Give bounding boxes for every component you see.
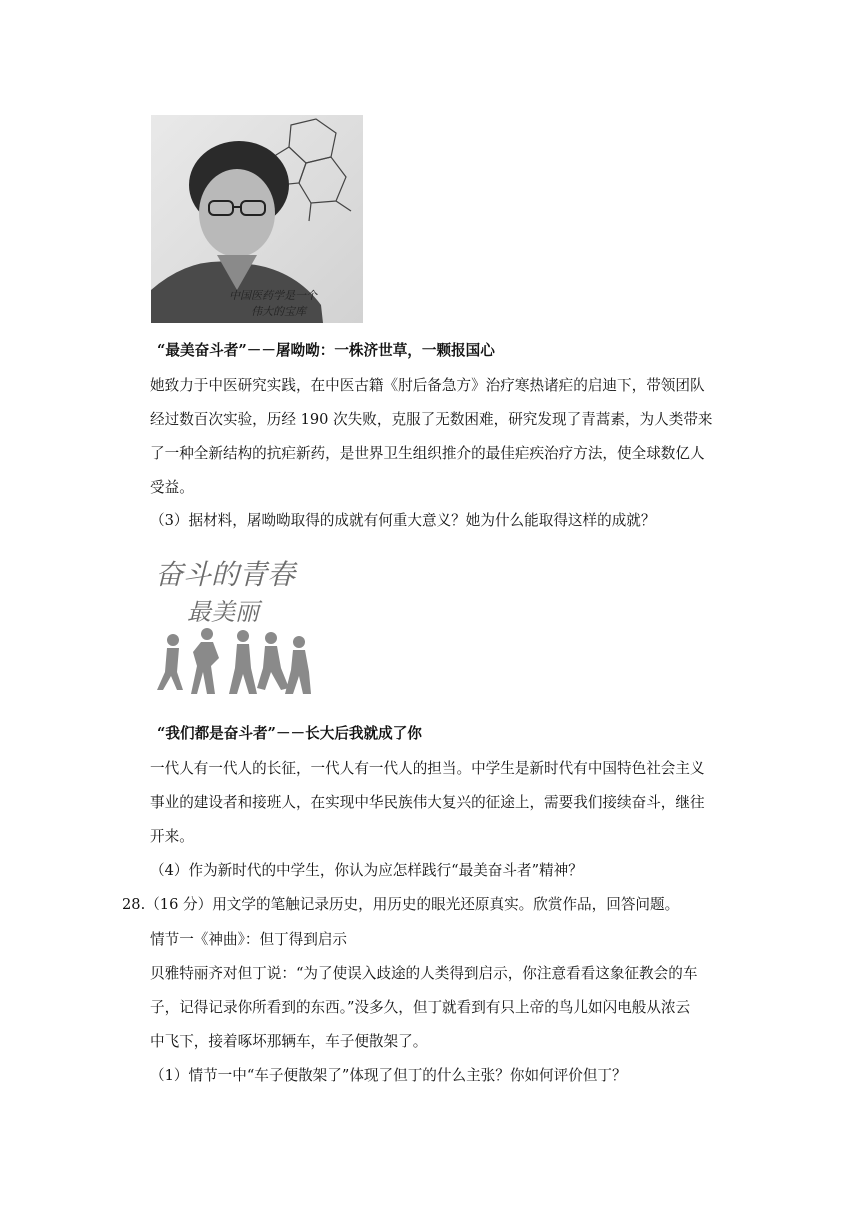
section2-paragraph-line: 事业的建设者和接班人，在实现中华民族伟大复兴的征途上，需要我们接续奋斗，继往 [150,794,705,811]
section1-paragraph-line: 了一种全新结构的抗疟新药，是世界卫生组织推介的最佳疟疾治疗方法，使全球数亿人 [150,445,705,462]
section1-paragraph-line: 经过数百次实验，历经 190 次失败，克服了无数困难，研究发现了青蒿素，为人类带来 [150,411,713,428]
section1-paragraph-line: 受益。 [150,479,194,496]
question-28-stem: 28.（16 分）用文学的笔触记录历史，用历史的眼光还原真实。欣赏作品，回答问题。 [122,896,680,913]
tu-youyou-portrait-figure [151,115,363,323]
q28-paragraph-line: 子，记得记录你所看到的东西。”没多久，但丁就看到有只上帝的鸟儿如闪电般从浓云 [150,999,691,1016]
figure1-caption-line2: 伟大的宝库 [251,305,306,318]
question-3: （3）据材料，屠呦呦取得的成就有何重大意义？她为什么能取得这样的成就？ [150,512,656,529]
section1-heading: “最美奋斗者”－－屠呦呦：一株济世草，一颗报国心 [157,342,495,359]
youth-struggle-figure [153,548,313,706]
q28-paragraph-line: 贝雅特丽齐对但丁说：“为了使误入歧途的人类得到启示，你注意看看这象征教会的车 [150,965,698,982]
section2-paragraph-line: 一代人有一代人的长征，一代人有一代人的担当。中学生是新时代有中国特色社会主义 [150,760,705,777]
question-4: （4）作为新时代的中学生，你认为应怎样践行“最美奋斗者”精神？ [150,862,583,879]
section2-paragraph-line: 开来。 [150,828,194,845]
section2-heading: “我们都是奋斗者”－－长大后我就成了你 [157,725,422,742]
question-28-1: （1）情节一中“车子便散架了”体现了但丁的什么主张？你如何评价但丁？ [150,1067,627,1084]
calligraphy-line2: 最美丽 [187,598,259,626]
figure1-caption-line1: 中国医药学是一个 [229,289,317,302]
q28-paragraph-line: 中飞下，接着啄坏那辆车，车子便散架了。 [150,1033,428,1050]
section1-paragraph-line: 她致力于中医研究实践，在中医古籍《肘后备急方》治疗寒热诸疟的启迪下，带领团队 [150,377,705,394]
calligraphy-line1: 奋斗的青春 [155,558,296,591]
plot-one-heading: 情节一《神曲》：但丁得到启示 [150,931,348,948]
